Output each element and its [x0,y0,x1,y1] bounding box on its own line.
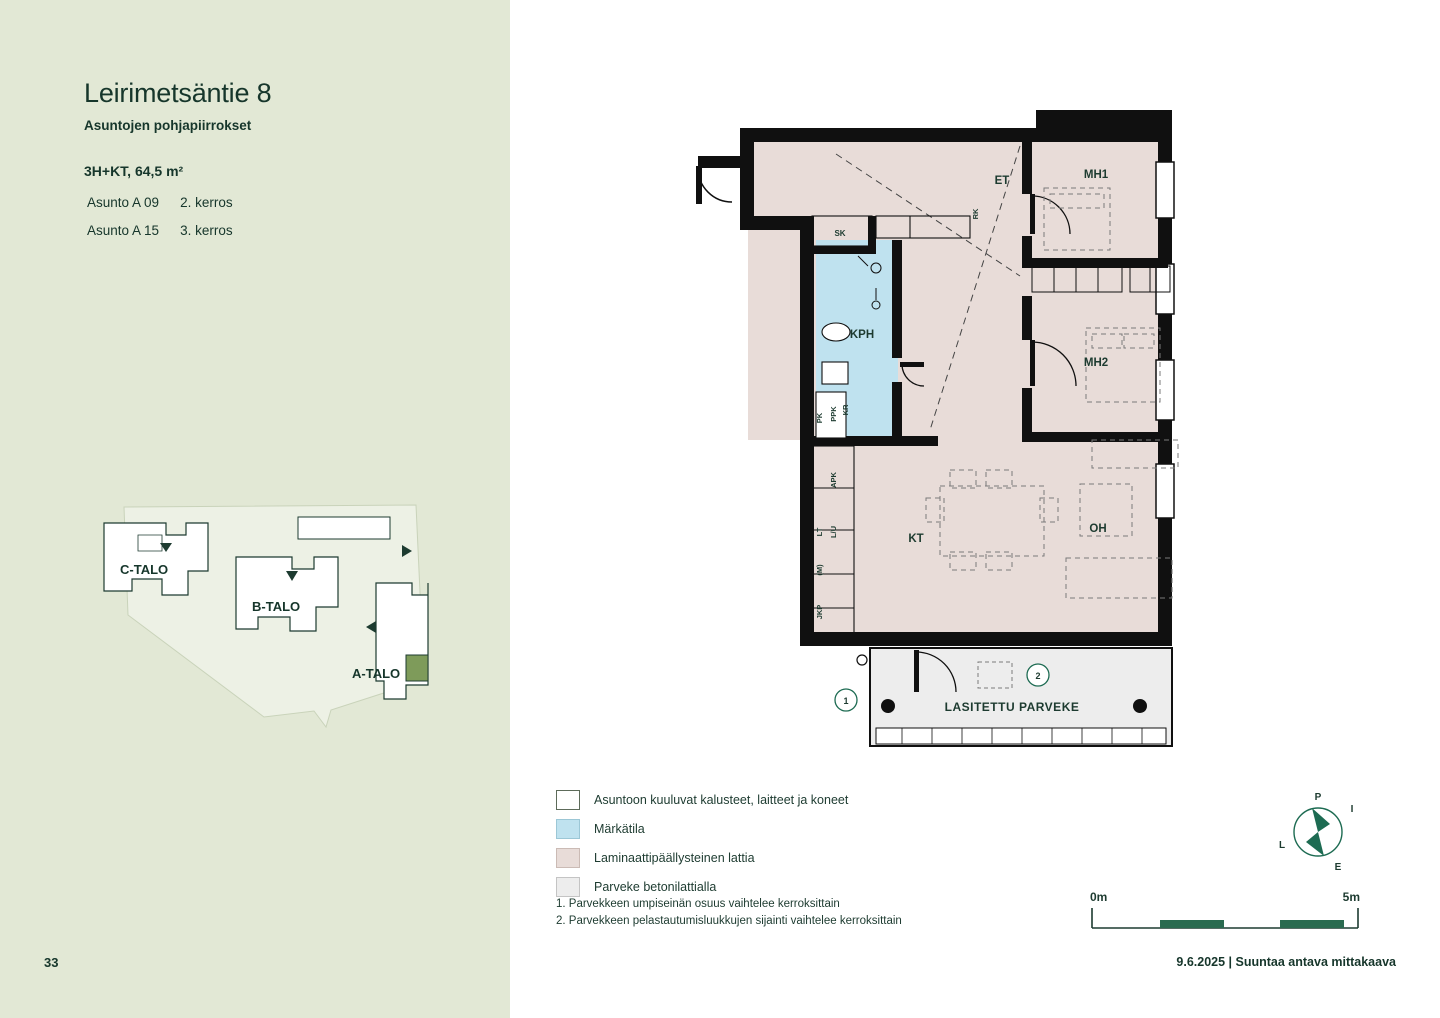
room-label-kt: KT [908,533,924,545]
label-lu: L/U [829,525,838,539]
legend-swatch-furniture [556,790,580,810]
legend-label-wetroom: Märkätila [594,822,645,836]
balcony [870,648,1172,746]
scale-min-label: 0m [1090,890,1108,904]
room-label-et: ET [994,175,1010,187]
building-label-a: A-TALO [352,666,401,681]
room-label-sk: SK [834,229,846,238]
left-info-panel [0,0,510,1018]
legend-swatch-balcony [556,877,580,897]
room-label-mh2: MH2 [1083,357,1109,369]
balcony-post [1133,699,1147,713]
legend-label-laminate: Laminaattipäällysteinen lattia [594,851,755,865]
corner-post-icon [857,655,867,665]
page-subtitle: Asuntojen pohjapiirrokset [84,118,252,133]
compass-west-label: L [1278,840,1286,851]
note-2: 2. Parvekkeen pelastautumisluukkujen sijainti vaihtelee kerroksittain [556,915,902,927]
apartment-name: Asunto A 15 [87,223,160,238]
scale-max-label: 5m [1342,890,1360,904]
page-title: Leirimetsäntie 8 [84,78,272,108]
floor-plan [640,100,1260,780]
footer-text: 9.6.2025 | Suuntaa antava mittakaava [1176,955,1396,969]
apartment-type: 3H+KT, 64,5 m² [84,163,184,179]
legend [556,790,1076,906]
legend-label-furniture: Asuntoon kuuluvat kalusteet, laitteet ja koneet [594,793,849,807]
legend-notes [556,898,1116,932]
page-number: 33 [44,955,59,970]
building-label-b: B-TALO [252,599,301,614]
balcony-post [881,699,895,713]
apartment-list [84,188,235,246]
label-pk: PK [815,412,824,424]
label-jkp: JKP [815,604,824,620]
legend-item-furniture [556,790,1076,810]
compass-east-label: I [1350,804,1354,815]
legend-item-balcony [556,877,1076,897]
label-ppk: PPK [829,406,838,422]
compass-north-label: P [1314,792,1322,803]
room-label-oh: OH [1089,523,1107,535]
site-map [76,495,446,740]
label-apk: APK [829,472,838,488]
compass-rose [1270,782,1366,878]
callout-1-label: 1 [843,696,849,706]
highlighted-apartment [406,655,428,681]
scale-bar [1090,890,1360,935]
room-label-mh1: MH1 [1083,169,1109,181]
legend-label-balcony: Parveke betonilattialla [594,880,717,894]
compass-south-label: E [1334,862,1342,873]
entrance-door [696,166,732,204]
legend-item-wetroom [556,819,1076,839]
room-label-kph: KPH [849,329,875,341]
callout-2-label: 2 [1035,671,1041,681]
label-kr: KR [841,404,850,416]
note-1: 1. Parvekkeen umpiseinän osuus vaihtelee kerroksittain [556,898,840,910]
label-m: (M) [815,564,824,576]
legend-swatch-laminate [556,848,580,868]
apartment-name: Asunto A 09 [87,195,160,210]
balcony-label: LASITETTU PARVEKE [944,700,1080,714]
apartment-floor: 2. kerros [180,195,233,210]
list-item [86,190,233,216]
legend-item-laminate [556,848,1076,868]
site-structure [298,517,390,539]
building-a [376,583,428,699]
building-label-c: C-TALO [120,562,169,577]
label-rk: RK [971,208,980,220]
apartment-floor: 3. kerros [180,223,233,238]
legend-swatch-wetroom [556,819,580,839]
list-item [86,218,233,244]
label-lt: LT [815,527,824,537]
